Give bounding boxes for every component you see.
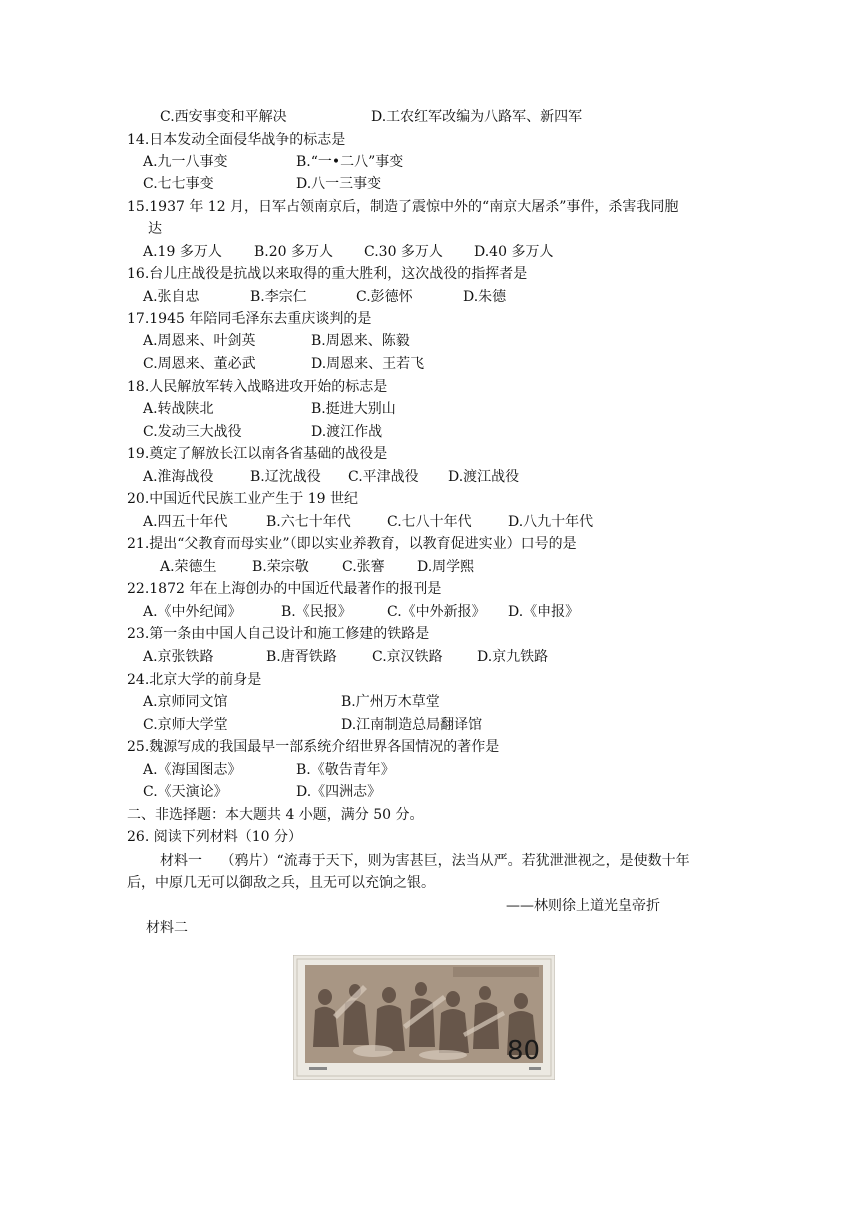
q17-stem: 17.1945 年陪同毛泽东去重庆谈判的是 <box>127 311 372 327</box>
q24-stem: 24.北京大学的前身是 <box>127 672 262 688</box>
q20-option-a: A.四五十年代 <box>143 514 228 530</box>
q25-option-d: D.《四洲志》 <box>296 784 382 800</box>
q15-stem-line2: 达 <box>148 221 162 237</box>
q22-option-d: D.《申报》 <box>508 604 580 620</box>
q26-stem: 26. 阅读下列材料（10 分） <box>127 829 302 845</box>
q24-option-c: C.京师大学堂 <box>143 717 228 733</box>
q21-option-c: C.张謇 <box>342 559 385 575</box>
stamp-image <box>293 955 555 1080</box>
q16-option-d: D.朱德 <box>463 289 507 305</box>
q19-option-a: A.淮海战役 <box>143 469 214 485</box>
q15-option-a: A.19 多万人 <box>143 244 222 260</box>
q15-option-c: C.30 多万人 <box>364 244 443 260</box>
q26-material1-line1: 材料一 （鸦片）“流毒于天下，则为害甚巨，法当从严。若犹泄泄视之，是使数十年 <box>160 853 690 869</box>
q14-option-a: A.九一八事变 <box>143 154 228 170</box>
q22-option-c: C.《中外新报》 <box>387 604 486 620</box>
q17-option-b: B.周恩来、陈毅 <box>311 333 410 349</box>
q23-option-a: A.京张铁路 <box>143 649 214 665</box>
q24-option-b: B.广州万木草堂 <box>341 694 440 710</box>
q23-option-b: B.唐胥铁路 <box>266 649 337 665</box>
q23-stem: 23.第一条由中国人自己设计和施工修建的铁路是 <box>127 626 430 642</box>
q17-option-a: A.周恩来、叶剑英 <box>143 333 256 349</box>
q20-option-d: D.八九十年代 <box>508 514 594 530</box>
q25-option-a: A.《海国图志》 <box>143 762 242 778</box>
q16-option-c: C.彭德怀 <box>356 289 413 305</box>
q19-stem: 19.奠定了解放长江以南各省基础的战役是 <box>127 446 388 462</box>
q21-option-b: B.荣宗敬 <box>252 559 309 575</box>
q19-option-d: D.渡江战役 <box>448 469 520 485</box>
q15-stem-line1: 15.1937 年 12 月，日军占领南京后，制造了震惊中外的“南京大屠杀”事件，杀害我同胞 <box>127 199 679 215</box>
q14-stem: 14.日本发动全面侵华战争的标志是 <box>127 132 346 148</box>
q23-option-d: D.京九铁路 <box>477 649 549 665</box>
q18-option-b: B.挺进大别山 <box>311 401 396 417</box>
q17-option-c: C.周恩来、董必武 <box>143 356 256 372</box>
q25-option-b: B.《敬告青年》 <box>296 762 395 778</box>
q20-option-b: B.六七十年代 <box>266 514 351 530</box>
q26-material1-line2: 后，中原几无可以御敌之兵，且无可以充饷之银。 <box>127 875 435 891</box>
q21-stem: 21.提出“父教育而母实业”（即以实业养教育，以教育促进实业）口号的是 <box>127 536 577 552</box>
q20-option-c: C.七八十年代 <box>387 514 472 530</box>
q25-option-c: C.《天演论》 <box>143 784 228 800</box>
q16-stem: 16.台儿庄战役是抗战以来取得的重大胜利，这次战役的指挥者是 <box>127 266 528 282</box>
q26-material1-source: ——林则徐上道光皇帝折 <box>506 898 660 914</box>
q13-option-d: D.工农红军改编为八路军、新四军 <box>371 109 583 125</box>
q25-stem: 25.魏源写成的我国最早一部系统介绍世界各国情况的著作是 <box>127 739 500 755</box>
q21-option-d: D.周学熙 <box>417 559 475 575</box>
q22-stem: 22.1872 年在上海创办的中国近代最著作的报刊是 <box>127 581 442 597</box>
q24-option-d: D.江南制造总局翻译馆 <box>341 717 483 733</box>
q18-option-d: D.渡江作战 <box>311 424 383 440</box>
q14-option-d: D.八一三事变 <box>296 176 382 192</box>
q26-material2-label: 材料二 <box>146 920 188 936</box>
q18-stem: 18.人民解放军转入战略进攻开始的标志是 <box>127 379 388 395</box>
q18-option-c: C.发动三大战役 <box>143 424 242 440</box>
q18-option-a: A.转战陕北 <box>143 401 214 417</box>
q14-option-c: C.七七事变 <box>143 176 214 192</box>
section-heading: 二、非选择题：本大题共 4 小题，满分 50 分。 <box>127 807 424 823</box>
q22-option-b: B.《民报》 <box>281 604 352 620</box>
q13-option-c: C.西安事变和平解决 <box>160 109 287 125</box>
stamp-denomination: 80 <box>507 1036 541 1066</box>
q15-option-b: B.20 多万人 <box>254 244 334 260</box>
q24-option-a: A.京师同文馆 <box>143 694 228 710</box>
q23-option-c: C.京汉铁路 <box>372 649 443 665</box>
q17-option-d: D.周恩来、王若飞 <box>311 356 425 372</box>
q20-stem: 20.中国近代民族工业产生于 19 世纪 <box>127 491 358 507</box>
q22-option-a: A.《中外纪闻》 <box>143 604 242 620</box>
q21-option-a: A.荣德生 <box>160 559 217 575</box>
q19-option-b: B.辽沈战役 <box>250 469 321 485</box>
q14-option-b: B.“一•二八”事变 <box>296 154 404 170</box>
q15-option-d: D.40 多万人 <box>474 244 554 260</box>
q16-option-a: A.张自忠 <box>143 289 200 305</box>
q19-option-c: C.平津战役 <box>348 469 419 485</box>
q16-option-b: B.李宗仁 <box>250 289 307 305</box>
